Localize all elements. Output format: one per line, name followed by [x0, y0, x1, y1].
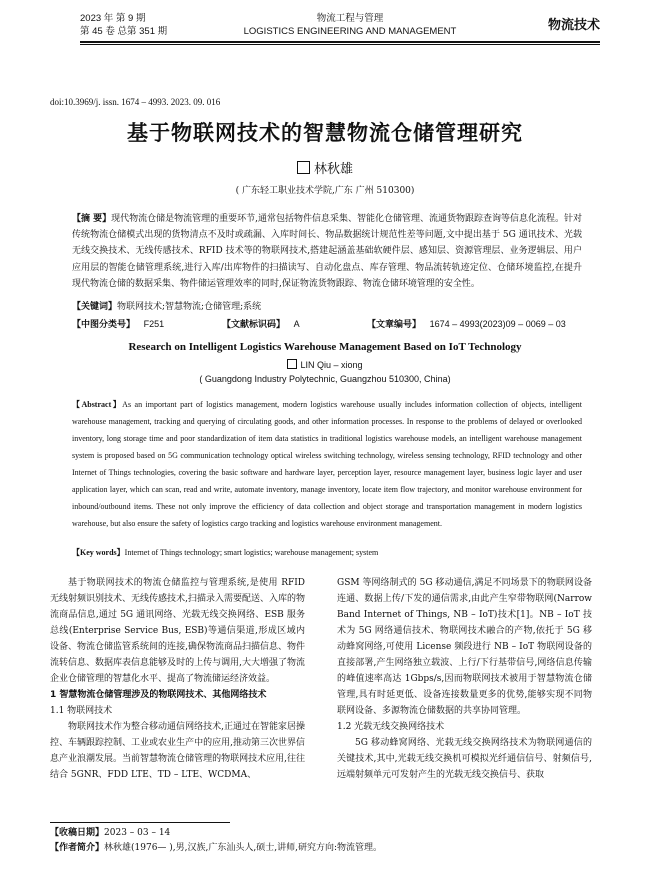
abstract-cn: [72, 211, 582, 292]
abstract-en-label: 【Abstract】: [72, 400, 123, 409]
section-label: 物流技术: [547, 17, 600, 32]
volume-total: 第 45 卷 总第 351 期: [80, 26, 168, 37]
body-column-left: [50, 575, 305, 783]
body-column-right: [337, 575, 592, 783]
section-heading-1-2: 1.2 光载无线交换网络技术: [337, 722, 445, 732]
footnote-rule: [50, 822, 230, 823]
journal-name: [205, 12, 495, 38]
footnotes: [50, 826, 600, 856]
author-name-cn: 林秋雄: [313, 162, 353, 177]
author-en-box-icon: [287, 359, 297, 369]
paper-title-en: Research on Intelligent Logistics Warehouse Management Based on IoT Technology: [128, 341, 522, 353]
doc-label: 【文献标识码】: [222, 320, 286, 330]
author-bio-text: 林秋雄(1976— ),男,汉族,广东汕头人,硕士,讲师,研究方向:物流管理。: [104, 843, 383, 853]
affiliation-en: ( Guangdong Industry Polytechnic, Guangzhou 510300, China): [199, 374, 451, 384]
clc-value: F251: [143, 319, 165, 329]
keywords-cn-text: 物联网技术;智慧物流;仓储管理;系统: [117, 302, 262, 312]
clc-code: [72, 317, 164, 332]
received-date: [50, 826, 600, 841]
article-label: 【文章编号】: [367, 320, 422, 330]
year-issue: 2023 年 第 9 期: [80, 13, 146, 24]
article-code: [367, 317, 566, 332]
intro-paragraph: 基于物联网技术的物流仓储监控与管理系统,是使用 RFID 无线射频识别技术、无线传感技术,扫描录入需要配送、入库的物流商品信息,通过 5G 通讯网络、光载无线交换网络、ESB 服务总线(Enterprise Service Bus, ESB)等通信渠道,形成区域内设备、物流仓储监管系统间的连接,确保物流商品扫描信息、物件流转信息、数据库表信息能够及时的上传与调用,大大增强了物流企业仓储管理的智慧化水平、提高了物流储运经济效益。: [50, 578, 305, 684]
received-value: 2023 – 03 – 14: [104, 828, 171, 838]
journal-name-en: LOGISTICS ENGINEERING AND MANAGEMENT: [243, 26, 457, 37]
author-en: [50, 359, 600, 370]
abstract-cn-label: 【摘 要】: [72, 214, 112, 224]
paragraph-1-1-continued: GSM 等网络制式的 5G 移动通信,满足不同场景下的物联网设备连通、数据上传/下发的通信需求,由此产生窄带物联网(Narrow Band Internet of Things, NB – IoT)技术[1]。NB – IoT 技术为 5G 网络通信技术、物联网技术融合的产物,依托于 5G 移动蜂窝网络,可使用 License 频段进行 NB – IoT 物联网设备的直接部署,产生网络独立载波、上行/下行基带信号,网络信息传输的峰值速率高达 1Gbps/s,因而物联网技术被用于智慧物流仓储管理,具有时延更低、设备连接数量更多的优势,能够实现不同物联网设备、多源物流仓储数据的共享协同管理。: [337, 578, 592, 716]
abstract-en: [72, 396, 582, 532]
received-label: 【收稿日期】: [50, 828, 105, 838]
affiliation-cn: ( 广东轻工职业技术学院,广东 广州 510300): [235, 186, 415, 196]
keywords-cn-label: 【关键词】: [72, 302, 118, 312]
article-value: 1674 – 4993(2023)09 – 0069 – 03: [429, 319, 566, 329]
doc-value: A: [293, 319, 300, 329]
keywords-en: [72, 546, 582, 560]
keywords-en-label: 【Key words】: [72, 548, 125, 557]
author-bio: [50, 841, 600, 856]
abstract-en-text: As an important part of logistics management, modern logistics warehouse usually includes information collection of objects, intelligent warehouse management, tracking and querying of circulating goods, and other information processes. In response to the problems of delayed or overlooked inventory, long storage time and poor standardization of item data statistics in traditional logistics warehouse models, an intelligent warehouse management system is proposed based on 5G communication technology optical wireless switching technology, wireless sensing technology, RFID technology and other Internet of Things technologies, covering the basic software and hardware layer, perception layer, resource management layer, business logic layer and user application layer, which can scan, read and write, automate inventory, manage inventory, locate item flow trajectory, and monitor warehouse environment for inbound/outbound items. These not only improve the efficiency of data collection and object storage and transportation management in modern logistics warehouse, but also ensure the safety of logistics cargo tracking and logistics warehouse environment management.: [72, 400, 582, 528]
paragraph-1-2: 5G 移动蜂窝网络、光载无线交换网络技术为物联网通信的关键技术,其中,光载无线交换机可模拟光纤通信信号、射频信号,远端射频单元可发射产生的光载无线交换信号、获取: [337, 738, 592, 780]
header-rule-thin: [80, 44, 600, 45]
abstract-cn-text: 现代物流仓储是物流管理的重要环节,通常包括物件信息采集、智能化仓储管理、流通货物跟踪查询等信息化流程。针对传统物流仓储模式出现的货物清点不及时或疏漏、入库时间长、物品数据统计规范性差等问题,文中提出基于 5G 通讯技术、光载无线交换技术、无线传感技术、RFID 技术等的物联网技术,搭建起涵盖基础软硬件层、感知层、资源管理层、业务逻辑层、用户应用层的智能仓储管理系统,进行入库/出库物件的扫描读写、自动化盘点、库存管理、物品流转轨迹定位、仓储环境监控,在提升现代物流仓储的数据采集、物件储运管理效率的同时,保证物流货物跟踪、物流仓储环境管理的安全性。: [72, 214, 583, 289]
issue-info: [80, 12, 200, 38]
keywords-en-text: Internet of Things technology; smart logistics; warehouse management; system: [124, 548, 379, 557]
author-box-icon: [297, 161, 310, 174]
header-rule: [80, 41, 600, 43]
section-heading-1-1: 1.1 物联网技术: [50, 706, 113, 716]
journal-name-cn: 物流工程与管理: [316, 13, 384, 24]
author-bio-label: 【作者简介】: [50, 843, 105, 853]
paragraph-1-1: 物联网技术作为整合移动通信网络技术,正通过在智能家居操控、车辆跟踪控制、工业或农业生产中的应用,推动第三次世界信息产业浪潮发展。当前智慧物流仓储管理的物联网技术应用,往往结合 5GNR、FDD LTE、TD – LTE、WCDMA、: [50, 722, 305, 780]
section-heading-1: 1 智慧物流仓储管理涉及的物联网技术、其他网络技术: [50, 690, 267, 700]
author-cn: [50, 158, 600, 177]
doi: doi:10.3969/j. issn. 1674 – 4993. 2023. 09. 016: [50, 97, 221, 107]
author-name-en: LIN Qiu – xiong: [300, 360, 363, 370]
keywords-cn: [72, 300, 582, 314]
clc-label: 【中图分类号】: [72, 320, 136, 330]
paper-title-cn: 基于物联网技术的智慧物流仓储管理研究: [127, 121, 523, 145]
doc-code: [222, 317, 300, 332]
